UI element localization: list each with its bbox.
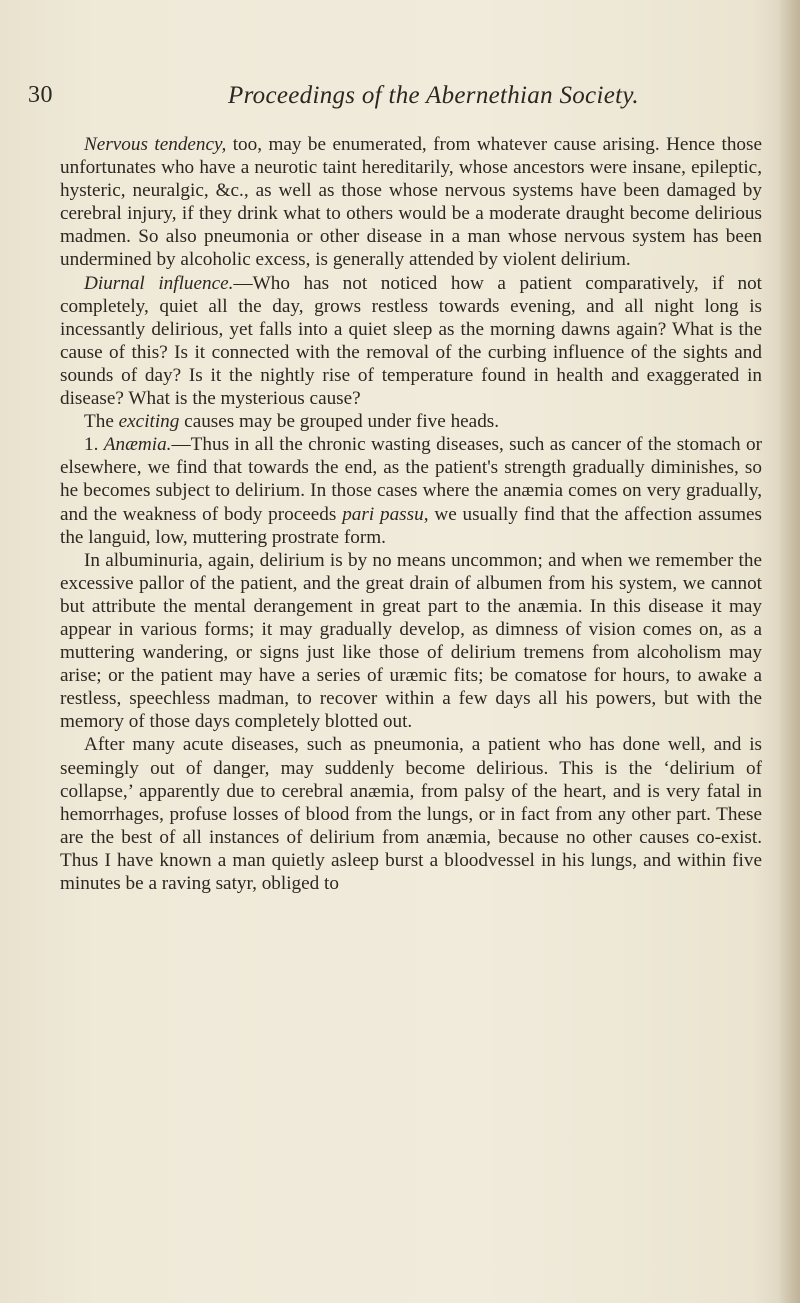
- paragraph-lead: Diurnal influence.: [84, 272, 234, 294]
- paragraph-lead: exciting: [118, 411, 180, 433]
- paragraph-text: After many acute diseases, such as pneumonia, a patient who has done well, and is seemingly out of danger, may suddenly become delirious. This is the ‘delirium of collapse,’ apparently due to cerebral anæmia, from palsy of the heart, and is very fatal in hemorrhages, profuse losses of blood from the lungs, or in fact from any other part. These are the best of all instances of delirium from anæmia, because no other causes co-exist. Thus I have known a man quietly asleep burst a bloodvessel in his lungs, and within five minutes be a raving satyr, obliged to: [60, 734, 762, 894]
- running-head: Proceedings of the Abernethian Society.: [228, 82, 639, 109]
- paragraph-diurnal-influence: [60, 272, 762, 411]
- paragraph-text: In albuminuria, again, delirium is by no means uncommon; and when we remember the excessive pallor of the patient, and the great drain of albumen from his system, we cannot but attribute the mental derangement in great part to the anæmia. In this disease it may appear in various forms; it may gradually develop, as dimness of vision comes on, as a muttering wandering, or signs just like those of delirium tremens from alcoholism may arise; or the patient may have a series of uræmic fits; be comatose for hours, to awake a restless, speechless madman, to recover within a few days all his powers, but with the memory of those days completely blotted out.: [60, 549, 762, 733]
- paragraph-text: —Thus in all the chronic wasting diseases, such as cancer of the stomach or elsewhere, we find that towards the end, as the patient's strength gradually diminishes, so he becomes subject to delirium. In those cases where the anæmia comes on very gradually, and the weakness of body proceeds: [60, 434, 763, 525]
- paragraph-text: too, may be enumerated, from whatever cause arising. Hence those unfortunates who have a neurotic taint hereditarily, whose ancestors were insane, epileptic, hysteric, neuralgic, &c., as well as those whose nervous systems have been damaged by cerebral injury, if they drink what to others would be a moderate draught become delirious madmen. So also pneumonia or other disease in a man whose nervous system has been undermined by alcoholic excess, is generally attended by violent delirium.: [60, 134, 762, 271]
- paragraph-lead: Nervous tendency,: [84, 134, 227, 155]
- page-header: [28, 82, 768, 116]
- paragraph-nervous-tendency: [60, 133, 762, 272]
- page-number: 30: [28, 82, 53, 108]
- page-edge-shadow: [778, 0, 800, 1303]
- paragraph-text-continued: , we usually find that the affection assumes the languid, low, muttering prostrate form.: [60, 503, 763, 548]
- paragraph-lead: Anæmia.: [103, 434, 172, 456]
- body-text: [60, 133, 762, 895]
- paragraph-pre: 1.: [84, 434, 104, 456]
- paragraph-anaemia: [60, 433, 762, 548]
- paragraph-emphasis: pari passu: [342, 503, 424, 525]
- paragraph-albuminuria: [60, 549, 762, 734]
- paragraph-acute-diseases: [60, 733, 762, 895]
- paragraph-text: —Who has not noticed how a patient comparatively, if not completely, quiet all the day, grows restless towards evening, and all night long is incessantly delirious, yet falls into a quiet sleep as the morning dawns again? What is the cause of this? Is it connected with the removal of the curbing influence of the sights and sounds of day? Is it the nightly rise of temperature found in health and exaggerated in disease? What is the mysterious cause?: [60, 272, 762, 410]
- paragraph-exciting-causes: [60, 410, 762, 433]
- paragraph-text: causes may be grouped under five heads.: [179, 411, 500, 433]
- paragraph-pre: The: [84, 411, 119, 433]
